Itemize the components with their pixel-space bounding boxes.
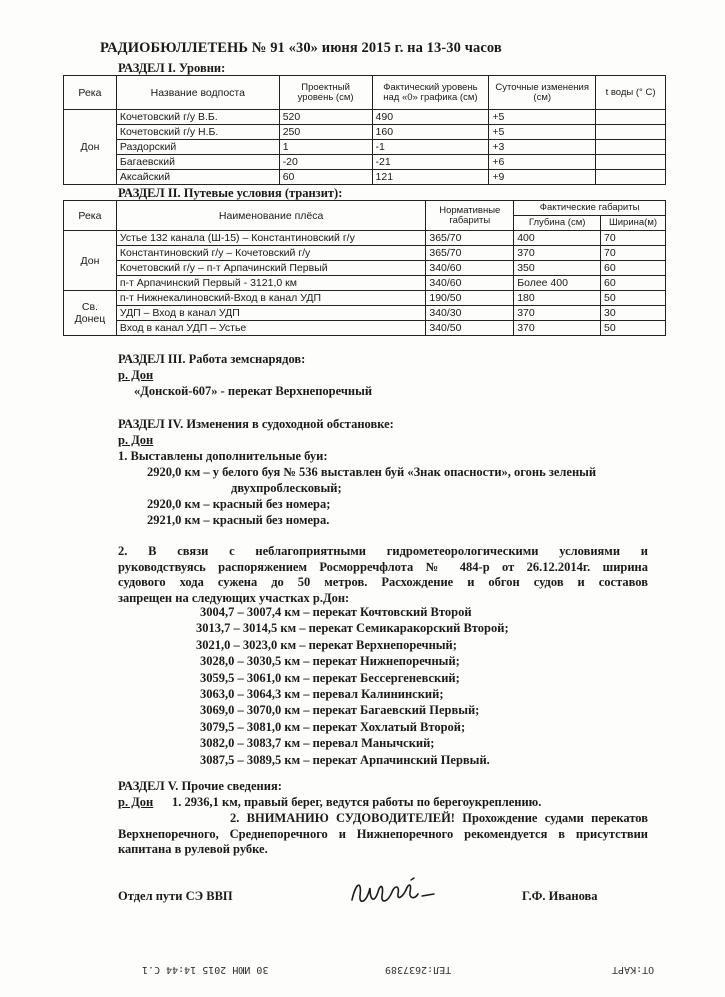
- levels-temp: [596, 170, 666, 185]
- section4-item2-line: 2. В связи с неблагоприятными гидрометеорологическими условиями и: [118, 544, 648, 558]
- route-width: 50: [601, 291, 666, 306]
- route-river-don: Дон: [64, 231, 117, 291]
- section3-heading: РАЗДЕЛ III. Работа земснарядов:: [118, 352, 306, 366]
- route-header-river: Река: [64, 201, 117, 231]
- route-reach: п-т Нижнекалиновский-Вход в канал УДП: [116, 291, 426, 306]
- levels-temp: [596, 140, 666, 155]
- levels-actual: 490: [372, 110, 489, 125]
- levels-post: Кочетовский г/у Н.Б.: [116, 125, 279, 140]
- levels-header-actual: Фактический уровень над «0» графика (см): [372, 76, 489, 110]
- levels-header-design: Проектный уровень (см): [279, 76, 372, 110]
- levels-header-temp: t воды (° С): [596, 76, 666, 110]
- route-reach: Константиновский г/у – Кочетовский г/у: [116, 246, 426, 261]
- section4-buoy-line: 2921,0 км – красный без номера.: [147, 513, 330, 527]
- levels-temp: [596, 125, 666, 140]
- section2-heading: РАЗДЕЛ II. Путевые условия (транзит):: [118, 186, 343, 200]
- route-width: 60: [601, 276, 666, 291]
- route-river-donets: Св. Донец: [64, 291, 117, 336]
- levels-header-daily: Суточные изменения (см): [489, 76, 596, 110]
- restricted-reach: 3063,0 – 3064,3 км – перевал Калининский;: [200, 687, 444, 702]
- restricted-reach: 3087,5 – 3089,5 км – перекат Арпачинский Первый.: [200, 752, 490, 767]
- route-header-fact: Фактические габариты: [514, 201, 666, 216]
- route-depth: 370: [514, 246, 601, 261]
- section4-item2-line: запрещен на следующих участках р.Дон:: [118, 590, 350, 605]
- route-reach: Кочетовский г/у – п-т Арпачинский Первый: [116, 261, 426, 276]
- section5-item2-line: капитана в рулевой рубке.: [118, 842, 268, 856]
- restricted-reach: 3004,7 – 3007,4 км – перекат Кочтовский Второй: [200, 605, 472, 619]
- levels-daily: +6: [489, 155, 596, 170]
- route-norm: 340/50: [426, 321, 514, 336]
- levels-design: 520: [279, 110, 372, 125]
- section4-item2-line: судового хода сужена до 50 метров. Расхождение и обгон судов и составов: [118, 575, 648, 589]
- route-depth: 370: [514, 306, 601, 321]
- section4-item2-line: руководствуясь распоряжением Росморречфлота № 484-р от 26.12.2014г. ширина: [118, 559, 648, 574]
- restricted-reach: 3021,0 – 3023,0 км – перекат Верхнепоречный;: [196, 637, 457, 652]
- signature-name: Г.Ф. Иванова: [522, 889, 598, 903]
- section4-item1-title: 1. Выставлены дополнительные буи:: [118, 449, 328, 463]
- levels-actual: -1: [372, 140, 489, 155]
- section4-buoy-line: 2920,0 км – у белого буя № 536 выставлен буй «Знак опасности», огонь зеленый: [147, 465, 597, 479]
- levels-design: -20: [279, 155, 372, 170]
- section4-item2: [118, 544, 648, 606]
- fax-footer-from: ОТ:КАРТ: [612, 964, 655, 975]
- levels-post: Раздорский: [116, 140, 279, 155]
- route-reach: Устье 132 канала (Ш-15) – Константиновский г/у: [116, 231, 426, 246]
- fax-footer-phone: ТЕЛ:2637389: [385, 964, 452, 975]
- section5-heading: РАЗДЕЛ V. Прочие сведения:: [118, 779, 282, 793]
- route-header-width: Ширина(м): [601, 216, 666, 231]
- bulletin-title: РАДИОБЮЛЛЕТЕНЬ № 91 «30» июня 2015 г. на 13-30 часов: [100, 40, 502, 56]
- levels-design: 1: [279, 140, 372, 155]
- levels-post: Кочетовский г/у В.Б.: [116, 110, 279, 125]
- route-norm: 365/70: [426, 231, 514, 246]
- route-header-reach: Наименование плёса: [116, 201, 426, 231]
- restricted-reach: 3079,5 – 3081,0 км – перекат Хохлатый Второй;: [200, 719, 466, 734]
- section3-dredger: «Донской-607» - перекат Верхнепоречный: [134, 384, 373, 398]
- section5-river: р. Дон: [118, 795, 154, 809]
- levels-post: Багаевский: [116, 155, 279, 170]
- route-norm: 190/50: [426, 291, 514, 306]
- section1-heading: РАЗДЕЛ I. Уровни:: [118, 61, 226, 75]
- route-header-norm: Нормативные габариты: [426, 201, 514, 231]
- section5-item2-line: Верхнепоречного, Среднепоречного и Нижнепоречного рекомендуется в присутствии: [118, 826, 648, 841]
- route-depth: 400: [514, 231, 601, 246]
- levels-actual: -21: [372, 155, 489, 170]
- section4-buoy-line-cont: двухпроблесковый;: [231, 481, 342, 495]
- restricted-reach: 3082,0 – 3083,7 км – перевал Манычский;: [200, 736, 435, 751]
- levels-temp: [596, 110, 666, 125]
- restricted-reach: 3069,0 – 3070,0 км – перекат Багаевский Первый;: [200, 703, 480, 718]
- route-reach: п-т Арпачинский Первый - 3121,0 км: [116, 276, 426, 291]
- section5-item1: 1. 2936,1 км, правый берег, ведутся работы по берегоукреплению.: [172, 795, 542, 809]
- route-norm: 340/60: [426, 276, 514, 291]
- route-conditions-table: [63, 200, 666, 336]
- levels-post: Аксайский: [116, 170, 279, 185]
- levels-header-river: Река: [64, 76, 117, 110]
- route-width: 60: [601, 261, 666, 276]
- levels-design: 60: [279, 170, 372, 185]
- restricted-reach: 3059,5 – 3061,0 км – перекат Бессергеневский;: [200, 670, 460, 685]
- section5-item2-line: 2. ВНИМАНИЮ СУДОВОДИТЕЛЕЙ! Прохождение судами перекатов: [230, 811, 648, 825]
- restricted-reach: 3013,7 – 3014,5 км – перекат Семикаракорский Второй;: [196, 621, 509, 636]
- route-width: 30: [601, 306, 666, 321]
- route-norm: 365/70: [426, 246, 514, 261]
- handwritten-signature: [348, 874, 440, 912]
- route-depth: 370: [514, 321, 601, 336]
- route-header-depth: Глубина (см): [514, 216, 601, 231]
- restricted-reaches-list: [196, 604, 509, 768]
- levels-table: [63, 75, 666, 185]
- route-width: 70: [601, 231, 666, 246]
- levels-actual: 121: [372, 170, 489, 185]
- signature-department: Отдел пути СЭ ВВП: [118, 889, 233, 903]
- route-norm: 340/30: [426, 306, 514, 321]
- section4-heading: РАЗДЕЛ IV. Изменения в судоходной обстановке:: [118, 417, 394, 431]
- route-norm: 340/60: [426, 261, 514, 276]
- route-width: 70: [601, 246, 666, 261]
- route-reach: Вход в канал УДП – Устье: [116, 321, 426, 336]
- levels-river-name: Дон: [64, 110, 117, 185]
- route-depth: 350: [514, 261, 601, 276]
- route-reach: УДП – Вход в канал УДП: [116, 306, 426, 321]
- route-width: 50: [601, 321, 666, 336]
- route-depth: 180: [514, 291, 601, 306]
- section4-river: р. Дон: [118, 433, 154, 447]
- section4-buoy-line: 2920,0 км – красный без номера;: [147, 497, 331, 511]
- levels-daily: +3: [489, 140, 596, 155]
- levels-header-post: Название водпоста: [116, 76, 279, 110]
- levels-daily: +5: [489, 110, 596, 125]
- levels-daily: +5: [489, 125, 596, 140]
- fax-footer-date: 30 ИЮН 2015 14:44 С.1: [142, 964, 269, 975]
- section3-river: р. Дон: [118, 368, 154, 382]
- levels-daily: +9: [489, 170, 596, 185]
- restricted-reach: 3028,0 – 3030,5 км – перекат Нижнепоречный;: [200, 654, 460, 669]
- route-depth: Более 400: [514, 276, 601, 291]
- levels-design: 250: [279, 125, 372, 140]
- levels-temp: [596, 155, 666, 170]
- section5-item2: [118, 811, 648, 858]
- levels-actual: 160: [372, 125, 489, 140]
